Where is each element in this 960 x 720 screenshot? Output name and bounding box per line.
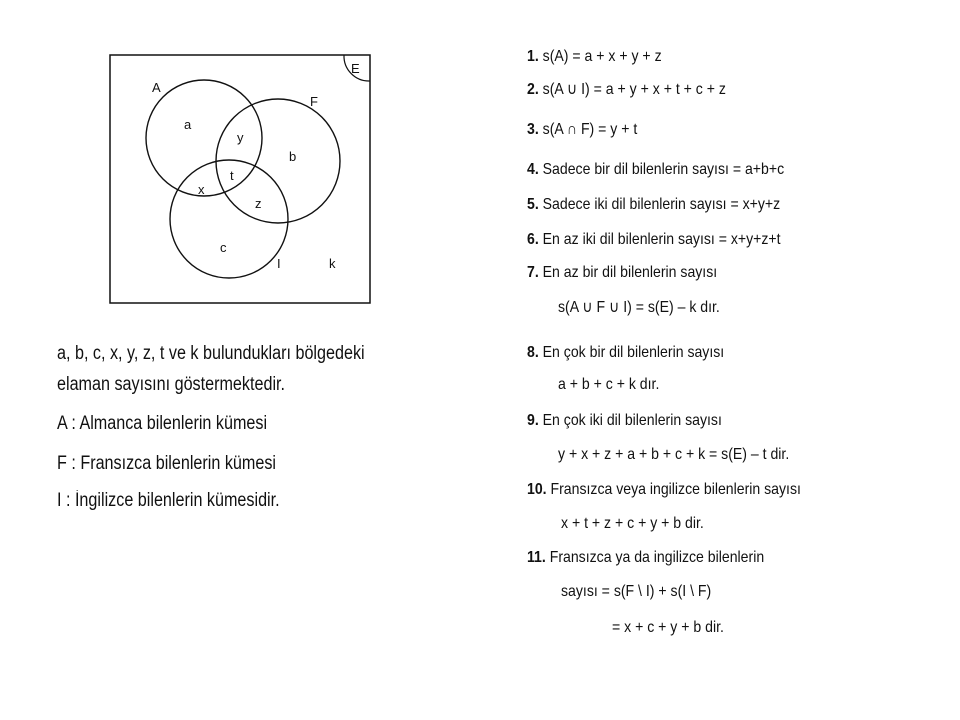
item-text: En az iki dil bilenlerin sayısı = x+y+z+t — [542, 231, 781, 248]
list-item — [527, 80, 726, 100]
item-number: 3. — [527, 121, 539, 138]
definition-set-i: I : İngilizce bilenlerin kümesidir. — [57, 490, 280, 511]
definition-set-a: A : Almanca bilenlerin kümesi — [57, 413, 268, 434]
item-text: En çok iki dil bilenlerin sayısı — [542, 412, 722, 429]
item-number: 5. — [527, 196, 539, 213]
item-number: 4. — [527, 161, 539, 178]
list-item — [527, 120, 637, 140]
region-k: k — [329, 256, 336, 271]
region-t: t — [230, 168, 234, 183]
list-item — [527, 548, 764, 568]
item-text: Fransızca ya da ingilizce bilenlerin — [549, 549, 765, 566]
item-formula: sayısı = s(F \ I) + s(I \ F) — [561, 583, 712, 600]
item-number: 8. — [527, 344, 539, 361]
item-text: Fransızca veya ingilizce bilenlerin sayısı — [550, 481, 801, 498]
region-y: y — [237, 130, 244, 145]
venn-diagram — [109, 54, 371, 304]
region-z: z — [255, 196, 262, 211]
item-text: Sadece bir dil bilenlerin sayısı = a+b+c — [542, 161, 785, 178]
item-formula: s(A ∪ F ∪ I) = s(E) – k dır. — [558, 299, 720, 316]
item-text: s(A) = a + x + y + z — [542, 48, 662, 65]
region-b: b — [289, 149, 297, 164]
list-item — [527, 195, 780, 215]
definition-set-f: F : Fransızca bilenlerin kümesi — [57, 453, 277, 474]
set-f-label: F — [310, 94, 318, 109]
list-item — [527, 160, 784, 180]
item-number: 2. — [527, 81, 539, 98]
region-c: c — [220, 240, 227, 255]
item-number: 1. — [527, 48, 539, 65]
region-x: x — [198, 182, 205, 197]
explanation-line-2: elaman sayısını göstermektedir. — [57, 374, 286, 395]
universe-label: E — [351, 61, 360, 76]
item-number: 9. — [527, 412, 539, 429]
item-formula: x + t + z + c + y + b dir. — [561, 515, 704, 532]
list-item — [527, 47, 662, 67]
set-f-circle — [216, 99, 340, 223]
list-item — [527, 263, 717, 283]
item-text: En çok bir dil bilenlerin sayısı — [542, 344, 725, 361]
item-formula: y + x + z + a + b + c + k = s(E) – t dir. — [558, 446, 790, 463]
item-number: 10. — [527, 481, 547, 498]
item-number: 7. — [527, 264, 539, 281]
set-a-label: A — [152, 80, 161, 95]
item-formula: a + b + c + k dır. — [558, 376, 660, 393]
list-item — [527, 343, 724, 363]
item-number: 11. — [527, 549, 546, 566]
list-item — [527, 230, 781, 250]
list-item — [527, 480, 801, 500]
item-number: 6. — [527, 231, 539, 248]
set-a-circle — [146, 80, 262, 196]
explanation-line-1: a, b, c, x, y, z, t ve k bulundukları bölgedeki — [57, 343, 365, 364]
set-i-circle — [170, 160, 288, 278]
set-i-label: I — [277, 256, 281, 271]
region-a: a — [184, 117, 192, 132]
list-item — [527, 411, 722, 431]
item-text: s(A ∩ F) = y + t — [542, 121, 638, 138]
item-text: En az bir dil bilenlerin sayısı — [542, 264, 718, 281]
item-text: s(A ∪ I) = a + y + x + t + c + z — [542, 81, 726, 98]
item-formula-continued: = x + c + y + b dir. — [612, 619, 724, 636]
item-text: Sadece iki dil bilenlerin sayısı = x+y+z — [542, 196, 781, 213]
